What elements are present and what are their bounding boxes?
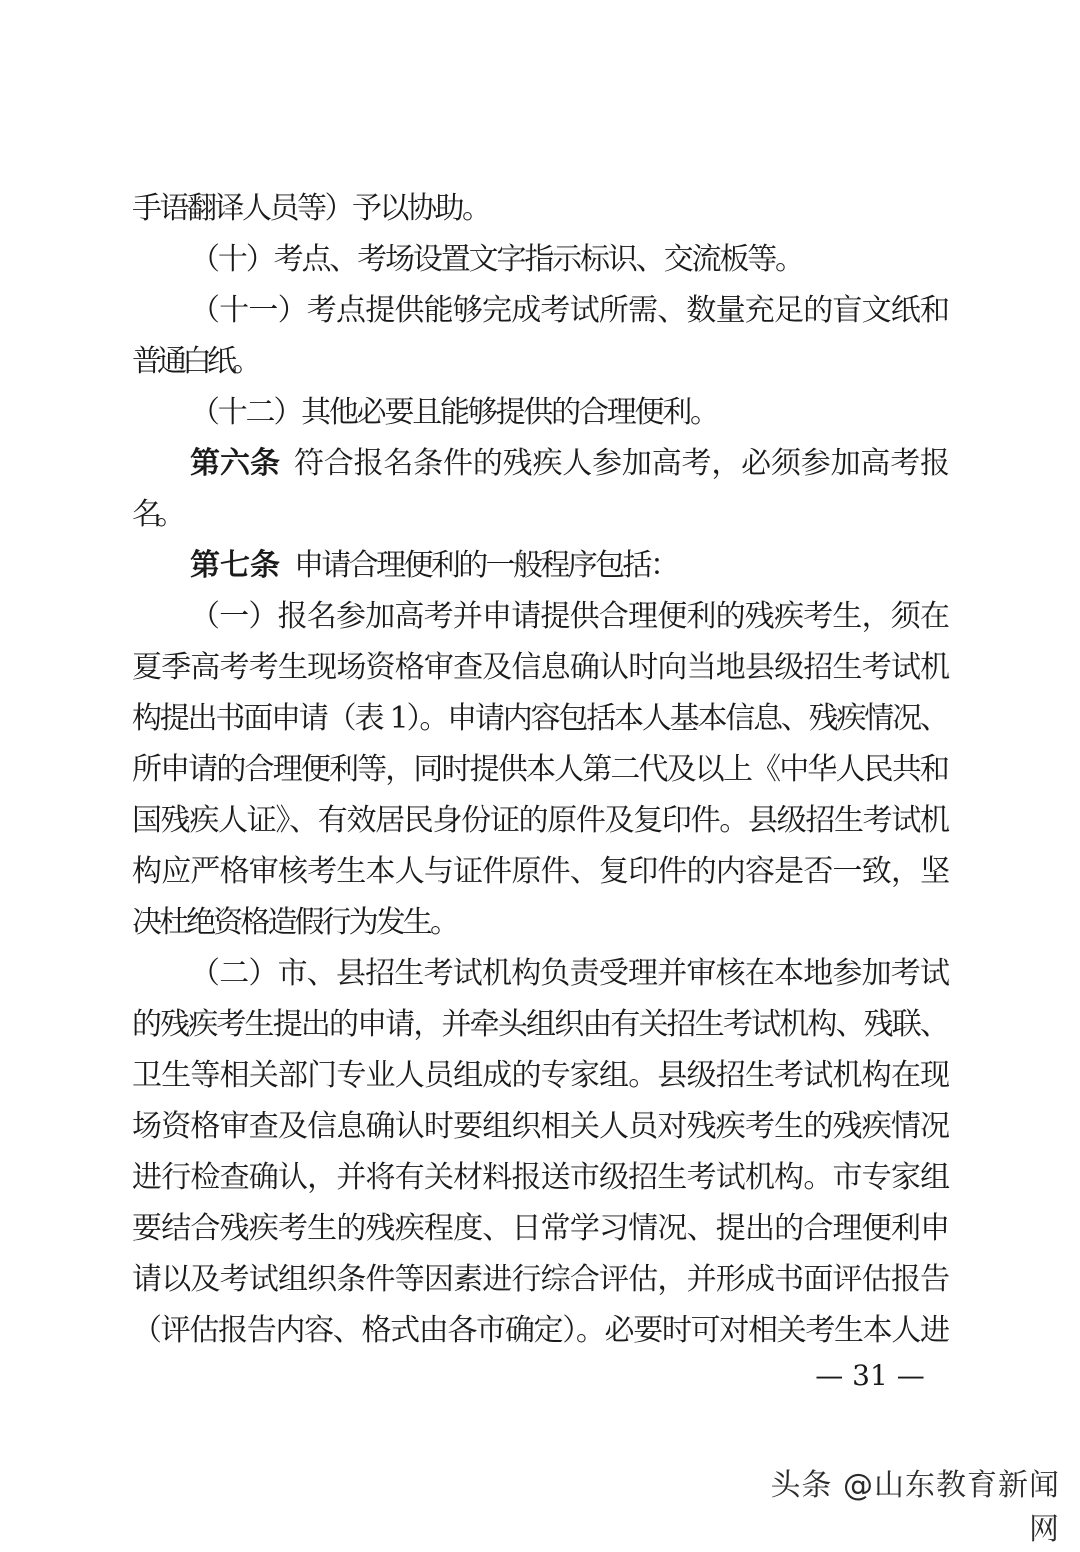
- text-line: [0, 390, 1080, 436]
- text-line: [0, 1155, 1080, 1201]
- page-number: — 31 —: [815, 1359, 925, 1392]
- text-line: [0, 441, 1080, 487]
- text-line-content: 名。: [132, 497, 180, 532]
- text-line: [0, 1308, 1080, 1354]
- text-line: [0, 288, 1080, 334]
- text-line: [0, 594, 1080, 640]
- text-line-content: 要结合残疾考生的残疾程度、日常学习情况、提出的合理便利申: [132, 1211, 950, 1246]
- text-line: [0, 696, 1080, 742]
- text-line: [0, 1104, 1080, 1150]
- article-text: 符合报名条件的残疾人参加高考，必须参加高考报: [294, 446, 950, 481]
- text-line-content: 手语翻译人员等）予以协助。: [132, 191, 490, 226]
- text-line-content: 的残疾考生提出的申请，并牵头组织由有关招生考试机构、残联、: [132, 1007, 949, 1042]
- text-line-content: 场资格审查及信息确认时要组织相关人员对残疾考生的残疾情况: [132, 1109, 950, 1144]
- text-line: [0, 1206, 1080, 1252]
- text-line-content: （十二）其他必要且能够提供的合理便利。: [190, 395, 718, 430]
- text-line: [0, 237, 1080, 283]
- text-line-content: （十）考点、考场设置文字指示标识、交流板等。: [190, 242, 803, 277]
- text-line-content: 决杜绝资格造假行为发生。: [132, 905, 458, 940]
- source-watermark: 头条 @山东教育新闻网: [770, 1468, 1060, 1547]
- article-heading: 第六条: [190, 446, 280, 481]
- text-line: [0, 543, 1080, 589]
- text-line-content: 所申请的合理便利等，同时提供本人第二代及以上《中华人民共和: [132, 752, 949, 787]
- text-line-content: 夏季高考考生现场资格审查及信息确认时向当地县级招生考试机: [132, 650, 950, 685]
- text-line: [0, 492, 1080, 538]
- text-line-content: （二）市、县招生考试机构负责受理并审核在本地参加考试: [190, 956, 950, 991]
- text-line: [0, 798, 1080, 844]
- text-line: [0, 1053, 1080, 1099]
- text-line-content: 进行检查确认，并将有关材料报送市级招生考试机构。市专家组: [132, 1160, 950, 1195]
- text-line-content: （评估报告内容、格式由各市确定）。必要时可对相关考生本人进: [132, 1313, 949, 1348]
- article-heading: 第七条: [190, 548, 280, 583]
- text-line-content: 构提出书面申请（表 1）。申请内容包括本人基本信息、残疾情况、: [132, 701, 948, 736]
- text-line-content: 国残疾人证》、有效居民身份证的原件及复印件。县级招生考试机: [132, 803, 949, 838]
- text-line: [0, 900, 1080, 946]
- text-line: [0, 186, 1080, 232]
- text-line-content: 构应严格审核考生本人与证件原件、复印件的内容是否一致，坚: [132, 854, 950, 889]
- text-line: [0, 747, 1080, 793]
- text-line-content: 请以及考试组织条件等因素进行综合评估，并形成书面评估报告: [132, 1262, 950, 1297]
- article-text: 申请合理便利的一般程序包括：: [294, 548, 678, 583]
- text-line: [0, 1002, 1080, 1048]
- text-line-content: （十一）考点提供能够完成考试所需、数量充足的盲文纸和: [190, 293, 950, 328]
- text-line-content: （一）报名参加高考并申请提供合理便利的残疾考生，须在: [190, 599, 950, 634]
- text-line-content: 普通白纸。: [132, 344, 257, 379]
- text-line: [0, 849, 1080, 895]
- text-line: [0, 1257, 1080, 1303]
- text-line: [0, 339, 1080, 385]
- text-line: [0, 645, 1080, 691]
- text-line-content: 卫生等相关部门专业人员组成的专家组。县级招生考试机构在现: [132, 1058, 950, 1093]
- text-line: [0, 951, 1080, 997]
